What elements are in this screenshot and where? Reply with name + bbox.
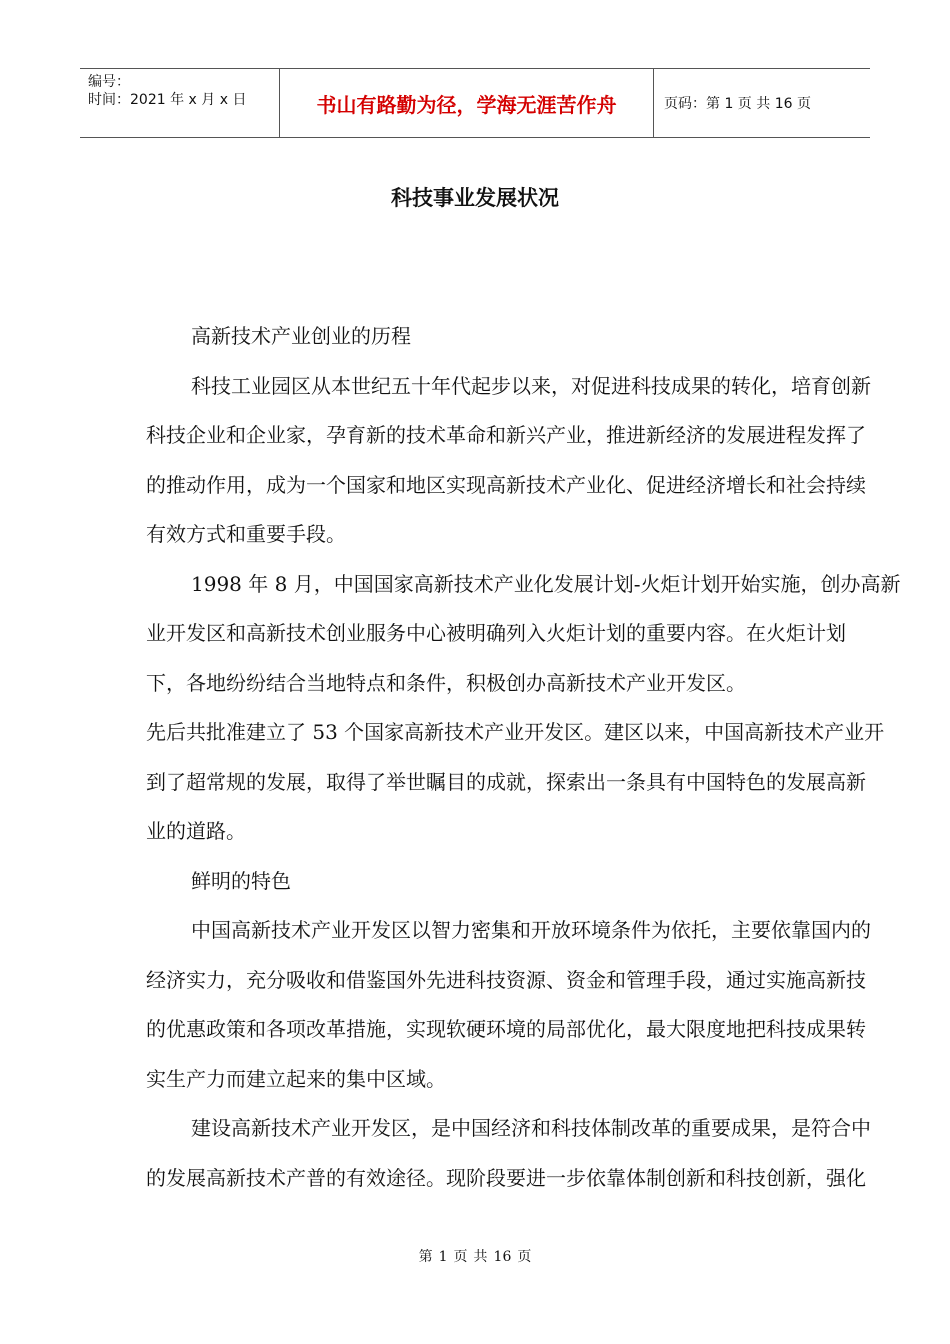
body-line: 建设高新技术产业开发区，是中国经济和科技体制改革的重要成果，是符合中 (191, 1116, 871, 1140)
body-line: 实生产力而建立起来的集中区域。 (146, 1066, 446, 1091)
footer-total-pages: 16 (493, 1249, 512, 1265)
body-line: 科技工业园区从本世纪五十年代起步以来，对促进科技成果的转化，培育创新 (191, 373, 871, 398)
body-line: 业的道路。 (146, 819, 246, 843)
document-title: 科技事业发展状况 (391, 186, 559, 210)
body-line: 科技企业和企业家，孕育新的技术革命和新兴产业，推进新经济的发展进程发挥了 (146, 423, 866, 447)
motto-text: 书山有路勤为径，学海无涯苦作舟 (316, 92, 617, 117)
page-info: 页码：第 1 页 共 16 页 (664, 96, 811, 112)
body-line: 的推动作用，成为一个国家和地区实现高新技术产业化、促进经济增长和社会持续 (146, 472, 866, 497)
body-line: 业开发区和高新技术创业服务中心被明确列入火炬计划的重要内容。在火炬计划 (146, 621, 846, 645)
header-motto-cell (280, 69, 654, 137)
time-label: 时间：2021 年 x 月 x 日 (88, 92, 247, 108)
document-header (80, 68, 870, 138)
body-line: 的优惠政策和各项改革措施，实现软硬环境的局部优化，最大限度地把科技成果转 (146, 1017, 866, 1041)
footer-total-prefix: 共 (473, 1249, 488, 1265)
header-meta-cell (80, 69, 280, 137)
body-line: 经济实力，充分吸收和借鉴国外先进科技资源、资金和管理手段，通过实施高新技 (146, 967, 866, 992)
body-line: 中国高新技术产业开发区以智力密集和开放环境条件为依托，主要依靠国内的 (191, 918, 871, 942)
body-line: 高新技术产业创业的历程 (191, 324, 411, 348)
header-page-cell (654, 69, 870, 137)
body-line: 到了超常规的发展，取得了举世瞩目的成就，探索出一条具有中国特色的发展高新 (146, 769, 866, 794)
number-label: 编号： (88, 74, 130, 90)
footer-page-word: 页 (453, 1249, 468, 1265)
body-line: 先后共批准建立了 53 个国家高新技术产业开发区。建区以来，中国高新技术产业开 (146, 720, 885, 744)
footer-total-suffix: 页 (517, 1249, 532, 1265)
body-line: 鲜明的特色 (191, 868, 291, 893)
body-line: 下，各地纷纷结合当地特点和条件，积极创办高新技术产业开发区。 (146, 670, 746, 695)
footer-page-number: 1 (438, 1249, 448, 1265)
body-line: 1998 年 8 月，中国国家高新技术产业化发展计划-火炬计划开始实施，创办高新 (191, 571, 901, 596)
footer-prefix: 第 (418, 1249, 433, 1265)
page-footer (0, 1246, 950, 1266)
body-line: 的发展高新技术产普的有效途径。现阶段要进一步依靠体制创新和科技创新，强化 (146, 1165, 866, 1190)
document-body (146, 312, 950, 1203)
body-line: 有效方式和重要手段。 (146, 522, 346, 546)
